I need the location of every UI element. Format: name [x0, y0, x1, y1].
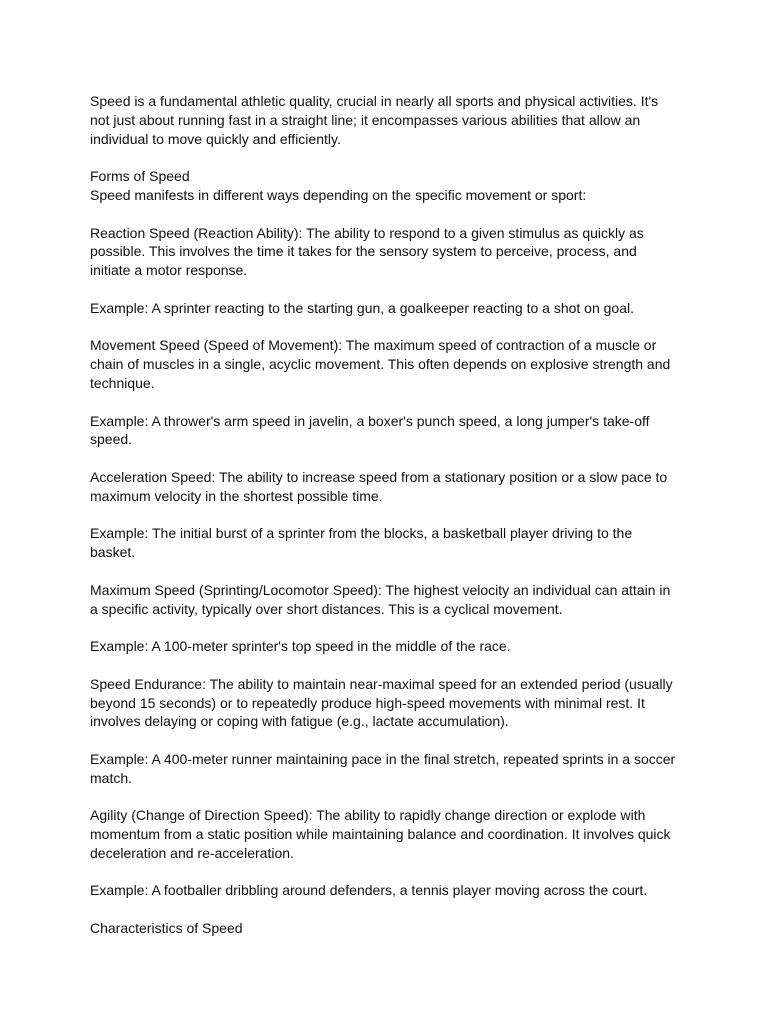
movement-speed-paragraph: Movement Speed (Speed of Movement): The maximum speed of contraction of a muscle or chain of muscles in a single, acyclic movement. This often depends on explosive strength and technique. — [90, 337, 671, 391]
acceleration-speed-paragraph: Acceleration Speed: The ability to increase speed from a stationary position or a slow pace to maximum velocity in the shortest possible time. — [90, 468, 668, 504]
speed-endurance-paragraph: Speed Endurance: The ability to maintain near-maximal speed for an extended period (usually beyond 15 seconds) or to repeatedly produce high-speed movements with minimal rest. It involves delaying or coping with fatigue (e.g., lactate accumulation). — [90, 675, 673, 730]
document-body — [90, 92, 680, 957]
speed-endurance-example: Example: A 400-meter runner maintaining pace in the final stretch, repeated sprints in a soccer match. — [90, 750, 676, 786]
characteristics-heading: Characteristics of Speed — [90, 920, 243, 937]
acceleration-speed-example: Example: The initial burst of a sprinter from the blocks, a basketball player driving to the basket. — [90, 525, 633, 561]
intro-paragraph: Speed is a fundamental athletic quality, crucial in nearly all sports and physical activities. It's not just about running fast in a straight line; it encompasses various abilities that allow an individual to move quickly and efficiently. — [90, 93, 659, 147]
section-heading-forms-of-speed — [90, 167, 680, 205]
agility-example: Example: A footballer dribbling around defenders, a tennis player moving across the court. — [90, 882, 648, 899]
reaction-speed-example: Example: A sprinter reacting to the starting gun, a goalkeeper reacting to a shot on goal. — [90, 299, 635, 316]
agility-paragraph: Agility (Change of Direction Speed): The ability to rapidly change direction or explode with momentum from a static position while maintaining balance and coordination. It involves quick deceleration and re-acceleration. — [90, 807, 671, 861]
maximum-speed-paragraph: Maximum Speed (Sprinting/Locomotor Speed): The highest velocity an individual can attain in a specific activity, typically over short distances. This is a cyclical movement. — [90, 581, 671, 617]
reaction-speed-paragraph: Reaction Speed (Reaction Ability): The ability to respond to a given stimulus as quickly as possible. This involves the time it takes for the sensory system to perceive, process, and initiate a motor response. — [90, 224, 644, 279]
movement-speed-example: Example: A thrower's arm speed in javelin, a boxer's punch speed, a long jumper's take-off speed. — [90, 412, 650, 448]
section-heading-subtext: Speed manifests in different ways depending on the specific movement or sport: — [90, 186, 587, 203]
section-heading-title: Forms of Speed — [90, 168, 190, 185]
maximum-speed-example: Example: A 100-meter sprinter's top speed in the middle of the race. — [90, 638, 511, 655]
